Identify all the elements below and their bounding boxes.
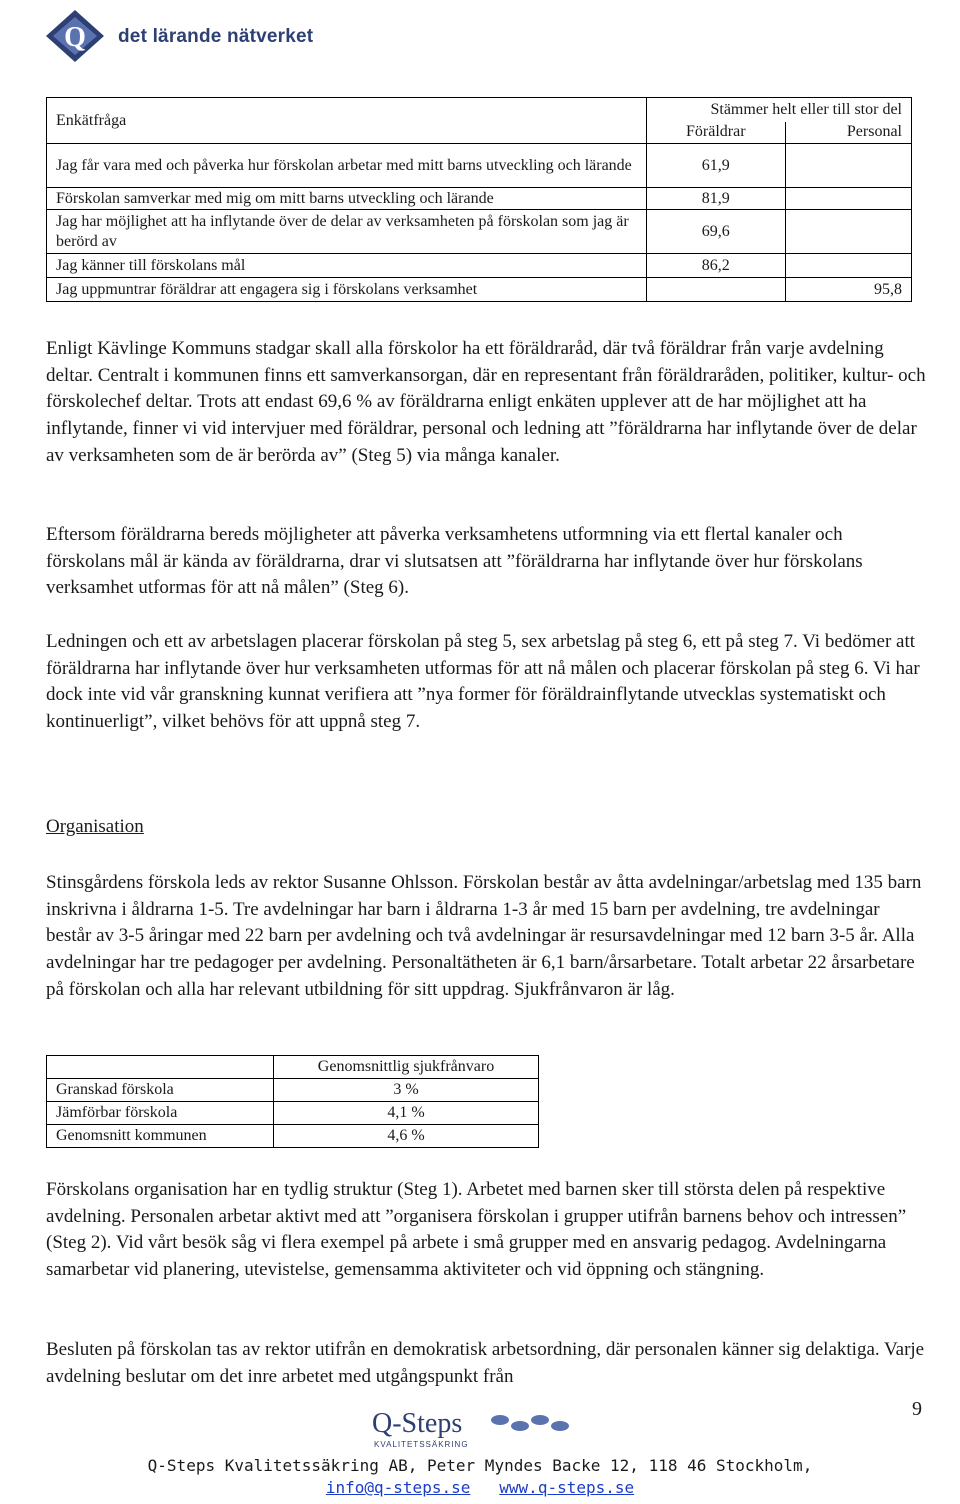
table-row	[47, 1125, 539, 1148]
footer-logo-text: Q-Steps	[372, 1408, 463, 1439]
survey-staff-value	[785, 188, 912, 210]
survey-staff-value: 95,8	[785, 278, 912, 302]
sick-value: 4,6 %	[274, 1125, 539, 1148]
sick-label: Genomsnitt kommunen	[47, 1125, 274, 1148]
survey-question: Jag uppmuntrar föräldrar att engagera sig i förskolans verksamhet	[47, 278, 647, 302]
header-title: det lärande nätverket	[118, 26, 314, 47]
survey-staff-value	[785, 210, 912, 254]
sick-value: 3 %	[274, 1079, 539, 1102]
survey-header-staff: Personal	[785, 122, 912, 144]
paragraph-conclusion: Eftersom föräldrarna bereds möjligheter att påverka verksamhetens utformning via ett flertal kanaler och förskolans mål är kända av föräldrarna, drar vi slutsatsen att ”föräldrarna har inflytande över hur förskolans verksamhet utformas för att nå målen” (Steg 6).	[46, 524, 863, 599]
survey-parents-value	[647, 278, 785, 302]
footer-logo-sub: KVALITETSSÄKRING	[374, 1440, 469, 1449]
survey-staff-value	[785, 254, 912, 278]
paragraph-management-steps: Ledningen och ett av arbetslagen placerar förskolan på steg 5, sex arbetslag på steg 6, ett på steg 7. Vi bedömer att föräldrarna har inflytande över hur verksamheten utformas för att nå målen och placerar förskolan på steg 6. Vi har dock inte vid vår granskning kunnat verifiera att ”nya former för föräldrainflytande utvecklas systematiskt och kontinuerligt”, vilket behövs för att uppnå steg 7.	[46, 631, 920, 733]
survey-question: Jag får vara med och påverka hur förskolan arbetar med mitt barns utveckling och lärande	[47, 144, 647, 188]
table-row	[47, 210, 912, 254]
table-row	[47, 188, 912, 210]
svg-text:Q: Q	[64, 22, 86, 53]
table-row	[47, 278, 912, 302]
sick-table-header: Genomsnittlig sjukfrånvaro	[274, 1056, 539, 1079]
paragraph-structure: Förskolans organisation har en tydlig struktur (Steg 1). Arbetet med barnen sker till största delen på respektive avdelning. Personalen arbetar aktivt med att ”organisera förskolan i grupper utifrån barnens behov och intressen” (Steg 2). Vid vårt besök såg vi flera exempel på arbete i små grupper med en ansvarig pedagog. Avdelningarna samarbetar vid planering, utevistelse, gemensamma aktiviteter och vid öppning och stängning.	[46, 1179, 907, 1281]
q-steps-logo-icon	[370, 1404, 590, 1452]
survey-parents-value: 69,6	[647, 210, 785, 254]
footer-email-link[interactable]: info@q-steps.se	[325, 1478, 471, 1497]
footer-links	[0, 1478, 960, 1497]
survey-staff-value	[785, 144, 912, 188]
page-number: 9	[912, 1398, 922, 1420]
survey-question: Jag känner till förskolans mål	[47, 254, 647, 278]
paragraph-organisation: Stinsgårdens förskola leds av rektor Susanne Ohlsson. Förskolan består av åtta avdelningar/arbetslag med 135 barn inskrivna i åldrarna 1-5. Tre avdelningar har barn i åldrarna 1-3 år med 15 barn per avdelning, tre avdelningar består av 3-5 åringar med 22 barn per avdelning och två avdelningar är resursavdelningar med 12 barn 3-5 år. Alla avdelningar har tre pedagoger per avdelning. Personaltätheten är 6,1 barn/årsarbetare. Totalt arbetar 22 årsarbetare på förskolan och alla har relevant utbildning för sitt uppdrag. Sjukfrånvaron är låg.	[46, 872, 922, 1000]
table-row	[47, 144, 912, 188]
sick-leave-table	[46, 1055, 539, 1148]
table-row	[47, 1079, 539, 1102]
table-row	[47, 1102, 539, 1125]
sick-label: Granskad förskola	[47, 1079, 274, 1102]
survey-header-question: Enkätfråga	[47, 98, 647, 144]
survey-question: Jag har möjlighet att ha inflytande över de delar av verksamheten på förskolan som jag är berörd av	[47, 210, 647, 254]
paragraph-decisions: Besluten på förskolan tas av rektor utifrån en demokratisk arbetsordning, där personalen känner sig delaktiga. Varje avdelning beslutar om det inre arbetet med utgångspunkt från	[46, 1339, 925, 1387]
footer-address: Q-Steps Kvalitetssäkring AB, Peter Myndes Backe 12, 118 46 Stockholm,	[147, 1456, 813, 1475]
survey-header-group: Stämmer helt eller till stor del	[647, 98, 912, 122]
survey-parents-value: 86,2	[647, 254, 785, 278]
q-logo-icon	[40, 8, 110, 64]
survey-parents-value: 81,9	[647, 188, 785, 210]
table-row	[47, 254, 912, 278]
survey-table	[46, 97, 912, 302]
paragraph-parent-council: Enligt Kävlinge Kommuns stadgar skall alla förskolor ha ett föräldraråd, där två föräldrar från varje avdelning deltar. Centralt i kommunen finns ett samverkansorgan, där en representant från föräldraråden, politiker, kultur- och förskolechef deltar. Trots att endast 69,6 % av föräldrarna enligt enkäten upplever att de har möjlighet att ha inflytande, finner vi vid intervjuer med föräldrar, personal och ledning att ”föräldrarna har inflytande över de delar av verksamheten som de är berörda av” (Steg 5) via många kanaler.	[46, 338, 926, 466]
survey-question: Förskolan samverkar med mig om mitt barns utveckling och lärande	[47, 188, 647, 210]
sick-value: 4,1 %	[274, 1102, 539, 1125]
survey-parents-value: 61,9	[647, 144, 785, 188]
survey-header-parents: Föräldrar	[647, 122, 785, 144]
section-heading-organisation: Organisation	[46, 816, 144, 837]
sick-table-empty-cell	[47, 1056, 274, 1079]
footer-website-link[interactable]: www.q-steps.se	[499, 1478, 635, 1497]
sick-label: Jämförbar förskola	[47, 1102, 274, 1125]
